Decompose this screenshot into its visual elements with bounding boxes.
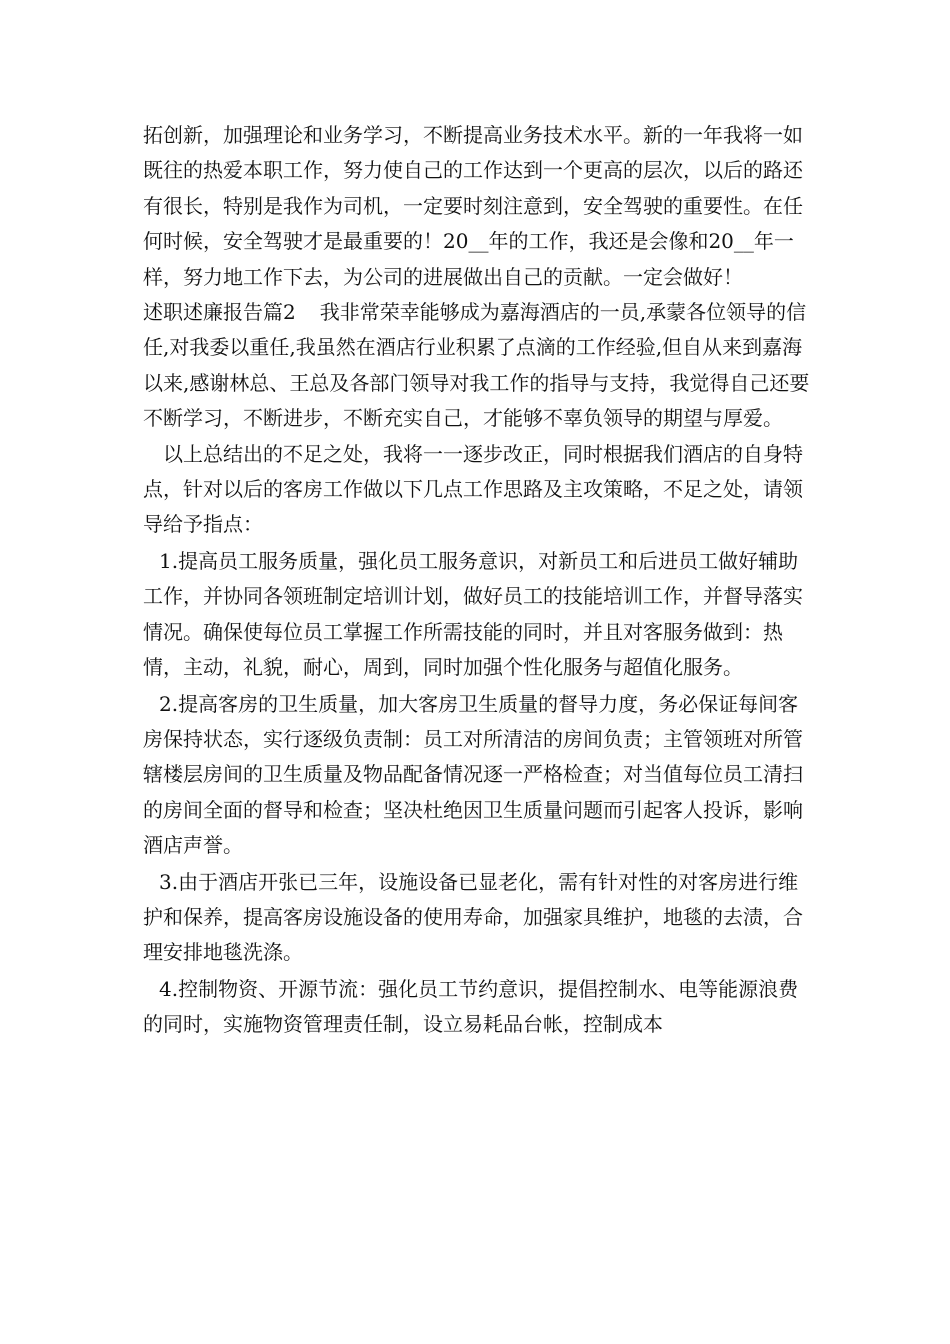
report-heading: 述职述廉报告篇2 — [143, 300, 296, 325]
paragraph-intro: 我非常荣幸能够成为嘉海酒店的一员,承蒙各位领导的信任,对我委以重任,我虽然在酒店行业积累了点滴的工作经验,但自从来到嘉海以来,感谢林总、王总及各部门领导对我工作的指导与支持，我觉得自己还要不断学习，不断进步，不断充实自己，才能够不辜负领导的期望与厚爱。 — [143, 300, 810, 431]
list-item-4: 4.控制物资、开源节流：强化员工节约意识，提倡控制水、电等能源浪费的同时，实施物资管理责任制，设立易耗品台帐，控制成本 — [143, 976, 799, 1037]
paragraph-continuation: 拓创新，加强理论和业务学习，不断提高业务技术水平。新的一年我将一如既往的热爱本职工作，努力使自己的工作达到一个更高的层次，以后的路还有很长，特别是我作为司机，一定要时刻注意到，安全驾驶的重要性。在任何时候，安全驾驶才是最重要的！20__年的工作，我还是会像和20__年一样，努力地工作下去，为公司的进展做出自己的贡献。一定会做好！ — [143, 123, 803, 289]
list-item-3: 3.由于酒店开张已三年，设施设备已显老化，需有针对性的对客房进行维护和保养，提高客房设施设备的使用寿命，加强家具维护，地毯的去渍，合理安排地毯洗涤。 — [143, 869, 803, 965]
paragraph-summary: 以上总结出的不足之处，我将一一逐步改正，同时根据我们酒店的自身特点，针对以后的客房工作做以下几点工作思路及主攻策略，不足之处，请领导给予指点： — [143, 441, 803, 537]
report-heading-paragraph — [143, 295, 811, 437]
list-item-1: 1.提高员工服务质量，强化员工服务意识，对新员工和后进员工做好辅助工作，并协同各领班制定培训计划，做好员工的技能培训工作，并督导落实情况。确保使每位员工掌握工作所需技能的同时，并且对客服务做到：热情，主动，礼貌，耐心，周到，同时加强个性化服务与超值化服务。 — [143, 548, 803, 680]
document-body — [143, 118, 811, 1044]
list-item-2: 2.提高客房的卫生质量，加大客房卫生质量的督导力度，务必保证每间客房保持状态，实行逐级负责制：员工对所清洁的房间负责；主管领班对所管辖楼层房间的卫生质量及物品配备情况逐一严格检查；对当值每位员工清扫的房间全面的督导和检查；坚决杜绝因卫生质量问题而引起客人投诉，影响酒店声誉。 — [143, 691, 803, 858]
